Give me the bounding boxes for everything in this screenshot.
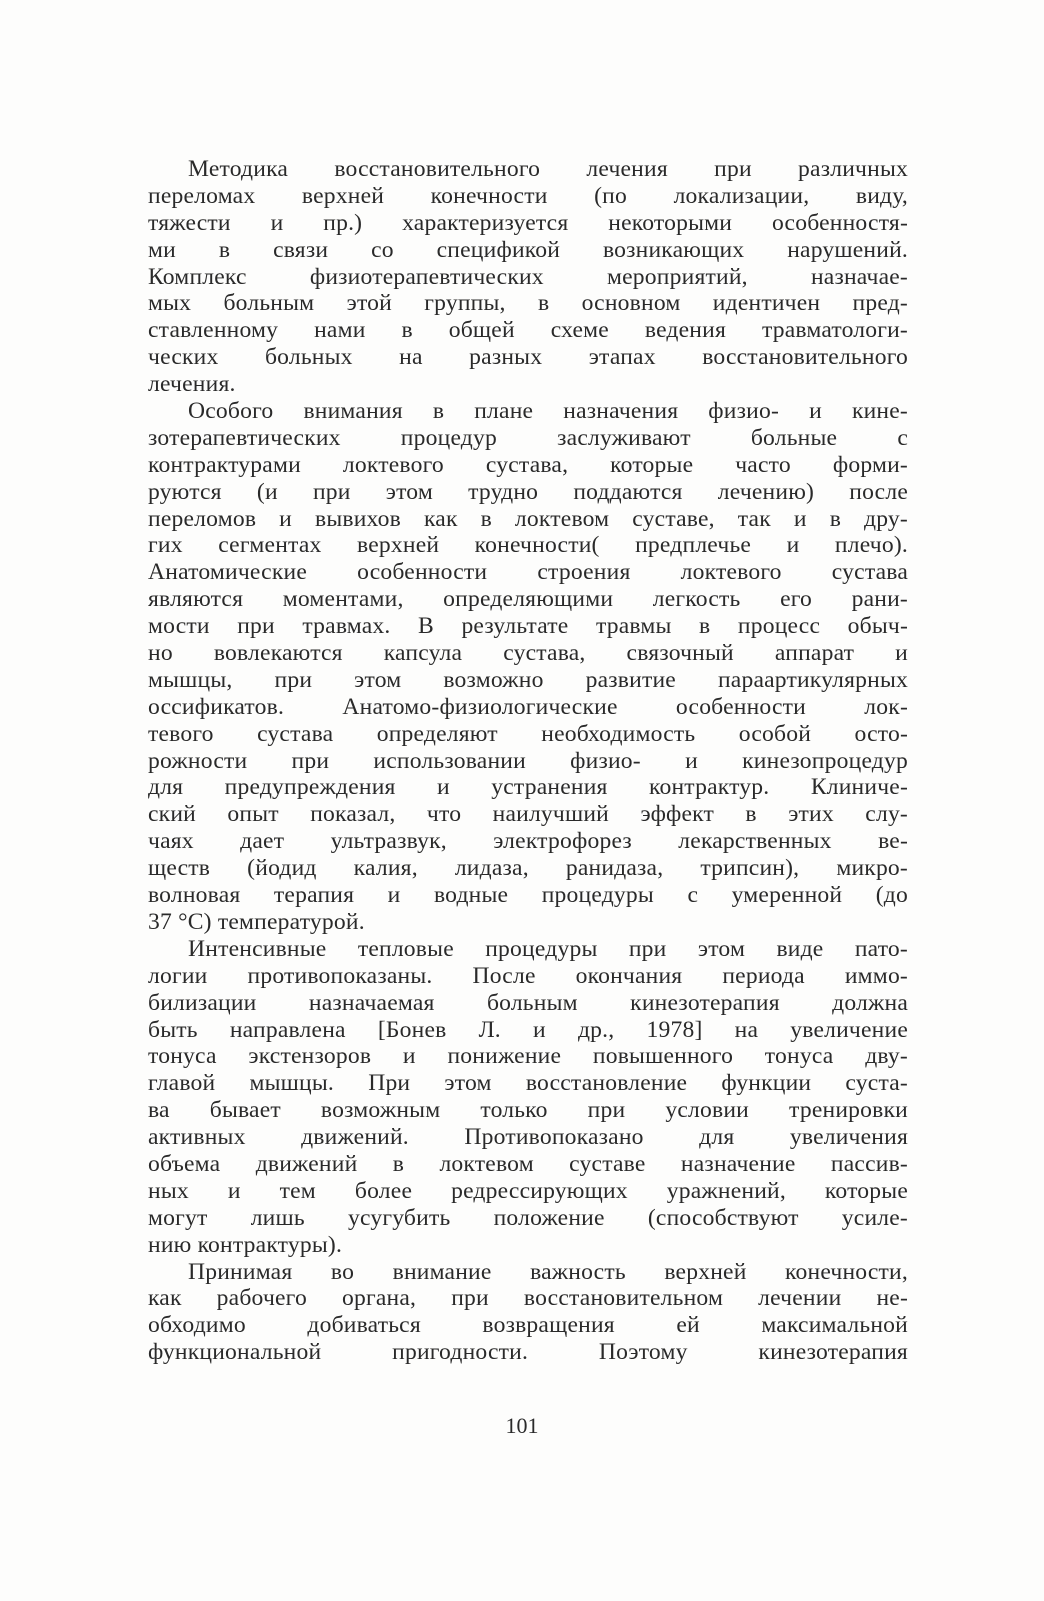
text-line: Анатомические особенности строения локтевого сустава xyxy=(148,559,908,586)
text-line: объема движений в локтевом суставе назначение пассив- xyxy=(148,1150,908,1177)
text-line: Методика восстановительного лечения при различных xyxy=(188,156,908,182)
text-line: активных движений. Противопоказано для увеличения xyxy=(148,1124,908,1151)
text-line: мости при травмах. В результате травмы в процесс обыч- xyxy=(148,613,908,640)
text-line: Принимая во внимание важность верхней конечности, xyxy=(188,1258,908,1285)
text-line: ставленному нами в общей схеме ведения травматологи- xyxy=(148,317,908,344)
text-line: для предупреждения и устранения контрактур. Клиниче- xyxy=(148,774,908,801)
text-line: мых больным этой группы, в основном идентичен пред- xyxy=(148,290,908,317)
text-line: мышцы, при этом возможно развитие параартикулярных xyxy=(148,666,908,693)
text-line: могут лишь усугубить положение (способствуют усиле- xyxy=(148,1204,908,1231)
text-line: лечения. xyxy=(148,371,236,398)
text-line: но вовлекаются капсула сустава, связочный аппарат и xyxy=(148,640,908,667)
text-line: ский опыт показал, что наилучший эффект в этих слу- xyxy=(148,801,908,828)
text-line: быть направлена [Бонев Л. и др., 1978] на увеличение xyxy=(148,1016,908,1043)
text-line: тевого сустава определяют необходимость особой осто- xyxy=(148,720,908,747)
text-line: как рабочего органа, при восстановительном лечении не- xyxy=(148,1285,908,1312)
text-line: логии противопоказаны. После окончания периода иммо- xyxy=(148,962,908,989)
body-text xyxy=(148,156,908,1366)
text-line: переломах верхней конечности (по локализации, виду, xyxy=(148,182,908,209)
text-line: ми в связи со спецификой возникающих нарушений. xyxy=(148,236,908,263)
text-line: Особого внимания в плане назначения физио- и кине- xyxy=(188,398,908,425)
text-line: ществ (йодид калия, лидаза, ранидаза, трипсин), микро- xyxy=(148,855,908,882)
text-line: переломов и вывихов как в локтевом суставе, так и в дру- xyxy=(148,505,908,532)
text-line: чаях дает ультразвук, электрофорез лекарственных ве- xyxy=(148,828,908,855)
text-line: гих сегментах верхней конечности( предплечье и плечо). xyxy=(148,532,908,559)
text-line: Комплекс физиотерапевтических мероприятий, назначае- xyxy=(148,263,908,290)
text-line: рожности при использовании физио- и кинезопроцедур xyxy=(148,747,908,774)
text-line: ческих больных на разных этапах восстановительного xyxy=(148,344,908,371)
text-line: руются (и при этом трудно поддаются лечению) после xyxy=(148,478,908,505)
text-line: Интенсивные тепловые процедуры при этом виде пато- xyxy=(188,935,908,962)
text-line: оссификатов. Анатомо-физиологические особенности лок- xyxy=(148,693,908,720)
page-number: 101 xyxy=(505,1413,539,1438)
text-line: являются моментами, определяющими легкость его рани- xyxy=(148,586,908,613)
text-line: билизации назначаемая больным кинезотерапия должна xyxy=(148,989,908,1016)
text-line: зотерапевтических процедур заслуживают больные с xyxy=(148,424,908,451)
text-line: функциональной пригодности. Поэтому кинезотерапия xyxy=(148,1339,908,1366)
text-line: нию контрактуры). xyxy=(148,1231,343,1258)
text-line: ва бывает возможным только при условии тренировки xyxy=(148,1097,908,1124)
text-line: обходимо добиваться возвращения ей максимальной xyxy=(148,1312,908,1339)
text-line: волновая терапия и водные процедуры с умеренной (до xyxy=(148,882,908,909)
text-line: тонуса экстензоров и понижение повышенного тонуса дву- xyxy=(148,1043,908,1070)
text-line: главой мышцы. При этом восстановление функции суста- xyxy=(148,1070,908,1097)
text-line: тяжести и пр.) характеризуется некоторыми особенностя- xyxy=(148,209,908,236)
text-line: 37 °С) температурой. xyxy=(148,908,365,935)
text-line: ных и тем более редрессирующих уражнений, которые xyxy=(148,1177,908,1204)
text-line: контрактурами локтевого сустава, которые часто форми- xyxy=(148,451,908,478)
